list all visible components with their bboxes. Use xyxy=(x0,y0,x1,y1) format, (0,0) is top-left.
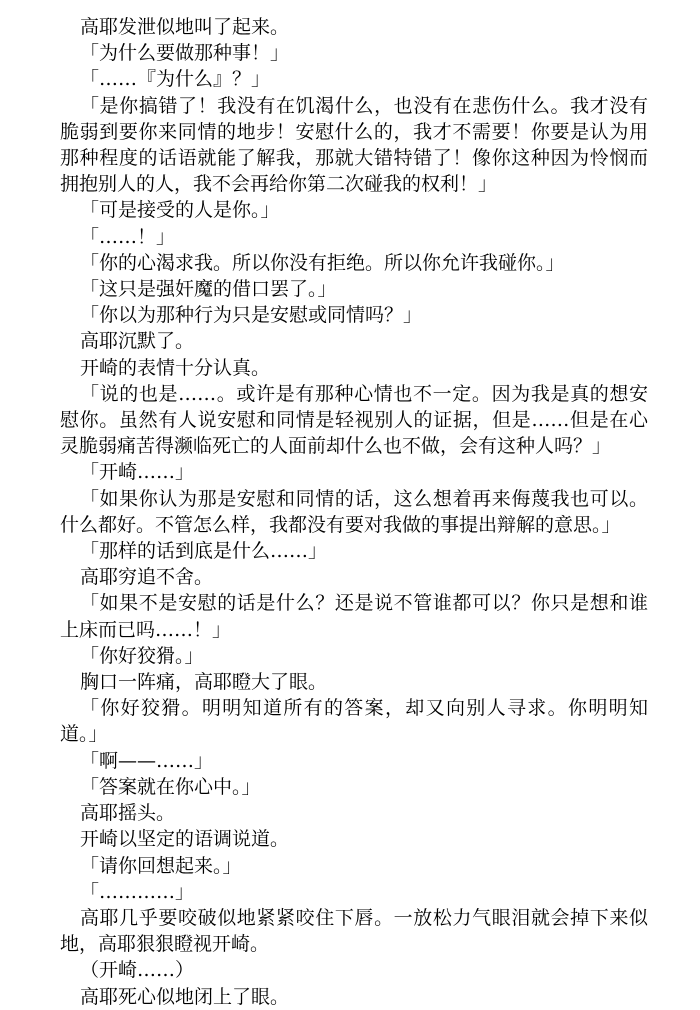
paragraph: 高耶几乎要咬破似地紧紧咬住下唇。一放松力气眼泪就会掉下来似地，高耶狠狠瞪视开崎。 xyxy=(60,906,648,956)
paragraph: 高耶沉默了。 xyxy=(79,330,194,353)
paragraph: 「开崎……」 xyxy=(79,461,194,484)
paragraph: 「…………」 xyxy=(79,880,194,903)
paragraph: 「请你回想起来。」 xyxy=(79,854,242,877)
paragraph: 「你好狡猾。」 xyxy=(79,644,204,667)
paragraph: 「为什么要做那种事！」 xyxy=(79,42,289,65)
paragraph: 「啊——……」 xyxy=(79,749,213,772)
paragraph: 「如果你认为那是安慰和同情的话，这么想着再来侮蔑我也可以。什么都好。不管怎么样，我都没有要对我做的事提出辩解的意思。」 xyxy=(60,487,648,536)
paragraph: 「可是接受的人是你。」 xyxy=(79,199,280,222)
paragraph: 开崎以坚定的语调说道。 xyxy=(79,828,289,851)
paragraph: 「那样的话到底是什么……」 xyxy=(79,540,327,563)
paragraph: 「……『为什么』？」 xyxy=(79,68,270,91)
paragraph: 「……！」 xyxy=(79,225,175,248)
paragraph: （开崎……） xyxy=(79,959,194,982)
paragraph: 高耶摇头。 xyxy=(79,802,175,825)
paragraph: 开崎的表情十分认真。 xyxy=(79,356,270,379)
paragraph: 「说的也是……。或许是有那种心情也不一定。因为我是真的想安慰你。虽然有人说安慰和同情是轻视别人的证据，但是……但是在心灵脆弱痛苦得濒临死亡的人面前却什么也不做，会有这种人吗？」 xyxy=(60,382,648,458)
paragraph: 「这只是强奸魔的借口罢了。」 xyxy=(79,278,337,301)
paragraph: 高耶死心似地闭上了眼。 xyxy=(79,985,289,1008)
paragraph: 「是你搞错了！我没有在饥渴什么，也没有在悲伤什么。我才没有脆弱到要你来同情的地步！安慰什么的，我才不需要！你要是认为用那种程度的话语就能了解我，那就大错特错了！像你这种因为怜悯而拥抱别人的人，我不会再给你第二次碰我的权利！」 xyxy=(60,94,648,196)
paragraph: 高耶发泄似地叫了起来。 xyxy=(79,16,289,38)
paragraph: 胸口一阵痛，高耶瞪大了眼。 xyxy=(79,671,327,694)
paragraph: 「你好狡猾。明明知道所有的答案，却又向别人寻求。你明明知道。」 xyxy=(60,697,648,746)
paragraph: 「你的心渴求我。所以你没有拒绝。所以你允许我碰你。」 xyxy=(79,251,565,274)
paragraph: 「你以为那种行为只是安慰或同情吗？」 xyxy=(79,304,422,327)
paragraph: 高耶穷追不舍。 xyxy=(79,566,213,589)
paragraph: 「如果不是安慰的话是什么？还是说不管谁都可以？你只是想和谁上床而已吗……！」 xyxy=(60,592,648,641)
paragraph: 「答案就在你心中。」 xyxy=(79,775,261,798)
